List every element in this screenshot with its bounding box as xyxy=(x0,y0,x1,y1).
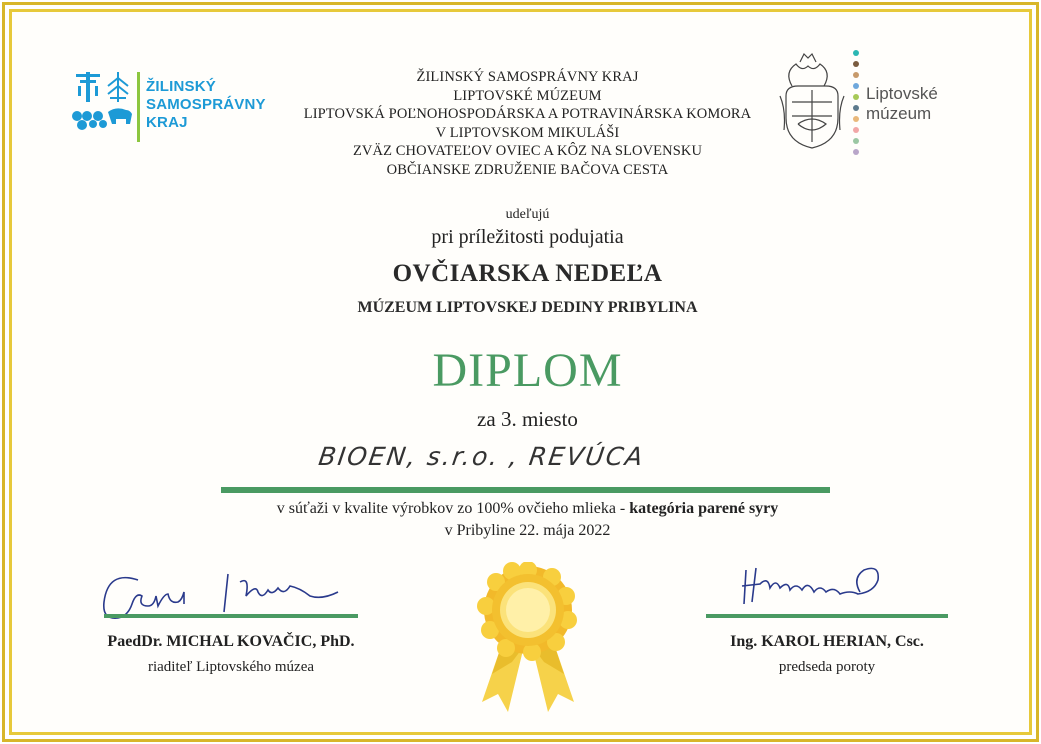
liptov-museum-logo-text xyxy=(866,84,938,124)
logo-text-line: SAMOSPRÁVNY xyxy=(146,96,266,113)
issuer-line: ŽILINSKÝ SAMOSPRÁVNY KRAJ xyxy=(416,69,639,85)
occasion-text: pri príležitosti podujatia xyxy=(431,226,624,248)
issuing-organizations xyxy=(240,68,815,180)
issuer-line: OBČIANSKE ZDRUŽENIE BAČOVA CESTA xyxy=(386,161,669,178)
signer-role-left: riaditeľ Liptovského múzea xyxy=(147,659,315,675)
place-and-date: v Pribyline 22. mája 2022 xyxy=(444,522,611,539)
logo-text-line: múzeum xyxy=(866,104,932,123)
winner-underline xyxy=(221,487,830,493)
signer-role-right: predseda poroty xyxy=(778,659,876,675)
diploma-title: DIPLOM xyxy=(432,344,623,397)
signature-line-left xyxy=(104,614,358,618)
issuer-line: LIPTOVSKÉ MÚZEUM xyxy=(453,87,602,104)
competition-description xyxy=(170,500,885,518)
signature-right xyxy=(736,560,936,616)
awarding-verb: udeľujú xyxy=(505,207,550,222)
event-venue: MÚZEUM LIPTOVSKEJ DEDINY PRIBYLINA xyxy=(357,299,698,316)
event-title: OVČIARSKA NEDEĽA xyxy=(392,260,663,287)
placement-text: za 3. miesto xyxy=(477,407,578,431)
competition-category: kategória parené syry xyxy=(629,500,779,517)
logo-text-line: Liptovské xyxy=(866,84,938,103)
award-rosette-icon xyxy=(468,562,588,722)
issuer-line: LIPTOVSKÁ POĽNOHOSPODÁRSKA A POTRAVINÁRSKA KOMORA xyxy=(303,106,752,123)
signature-line-right xyxy=(706,614,948,618)
issuer-line: V LIPTOVSKOM MIKULÁŠI xyxy=(435,124,620,141)
logo-text-line: ŽILINSKÝ xyxy=(146,78,216,95)
winner-handwritten: BIOEN, s.r.o. , REVÚCA xyxy=(316,442,647,471)
signer-name-left: PaedDr. MICHAL KOVAČIC, PhD. xyxy=(107,633,355,650)
logo-text-line: KRAJ xyxy=(146,114,188,131)
competition-text: v súťaži v kvalite výrobkov zo 100% ovčieho mlieka - xyxy=(276,500,630,517)
issuer-line: ZVÄZ CHOVATEĽOV OVIEC A KÔZ NA SLOVENSKU xyxy=(352,143,703,160)
signer-name-right: Ing. KAROL HERIAN, Csc. xyxy=(730,633,924,650)
